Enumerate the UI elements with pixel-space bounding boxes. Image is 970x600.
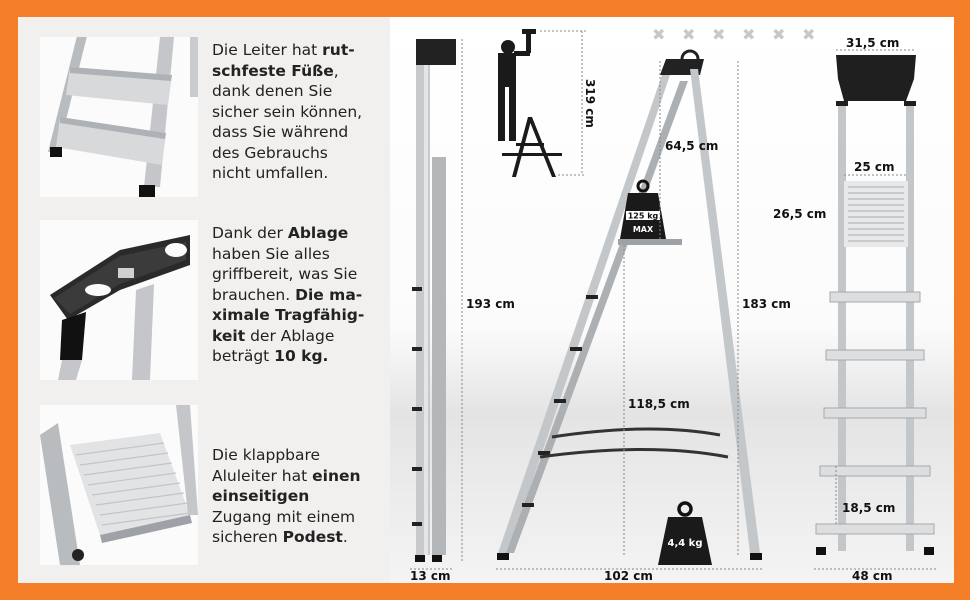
side-view-ladder [412,39,456,562]
base-width-label: 102 cm [604,569,653,583]
tray-description [212,223,382,367]
top-height-label: 64,5 cm [665,139,719,153]
svg-text:✖: ✖ [802,25,816,44]
feature-column [18,17,390,583]
text-line: Zugang mit einem [212,507,356,526]
text-line: Aluleiter hat einen [212,466,361,485]
person-on-ladder-icon [498,29,562,177]
mid-width-label: 118,5 cm [628,397,690,411]
ladder-diagram [390,17,954,583]
svg-text:✖: ✖ [712,25,726,44]
ladder-weight-icon [658,503,712,565]
decorative-x-marks [652,25,815,44]
text-line: griffbereit, was Sie [212,265,358,283]
tray-photo [40,220,198,380]
platform-photo [40,405,198,565]
platform-depth-label: 26,5 cm [773,207,827,221]
platform-load-label: 125 kg [627,211,659,221]
svg-text:✖: ✖ [652,25,666,44]
text-line: Die Leiter hat rut- [212,41,355,59]
text-line: ximale Tragfähig- [212,306,365,324]
back-view-ladder [816,55,934,555]
dimension-panel [390,17,954,583]
text-line: sicher sein können, [212,102,363,121]
text-line: Die klappbare [212,446,321,464]
side-depth-label: 13 cm [410,569,451,583]
front-height-label: 183 cm [742,297,791,311]
side-height-label: 193 cm [466,297,515,311]
svg-text:✖: ✖ [772,25,786,44]
text-line: keit der Ablage [212,326,335,345]
text-line: nicht umfallen. [212,164,329,182]
text-line: haben Sie alles [212,244,330,263]
platform-width-label: 25 cm [854,160,895,174]
text-line: schfeste Füße, [212,61,339,80]
text-line: des Gebrauchs [212,143,328,162]
text-line: beträgt 10 kg. [212,347,329,365]
svg-text:✖: ✖ [682,25,696,44]
feet-description [212,40,382,184]
feet-photo [40,37,198,197]
text-line: Dank der Ablage [212,224,349,242]
text-line: einseitigen [212,487,310,505]
text-line: dass Sie während [212,123,349,141]
text-line: brauchen. Die ma- [212,285,363,304]
text-line: dank denen Sie [212,82,333,100]
top-width-label: 31,5 cm [846,36,900,50]
reach-height-label: 319 cm [583,79,597,128]
front-view-ladder [497,51,762,560]
svg-text:✖: ✖ [742,25,756,44]
text-line: sicheren Podest. [212,528,348,546]
platform-description [212,445,382,548]
weight-label: 4,4 kg [667,538,703,549]
bottom-width-label: 48 cm [852,569,893,583]
platform-load-max-label: MAX [632,225,654,234]
step-spacing-label: 18,5 cm [842,501,896,515]
